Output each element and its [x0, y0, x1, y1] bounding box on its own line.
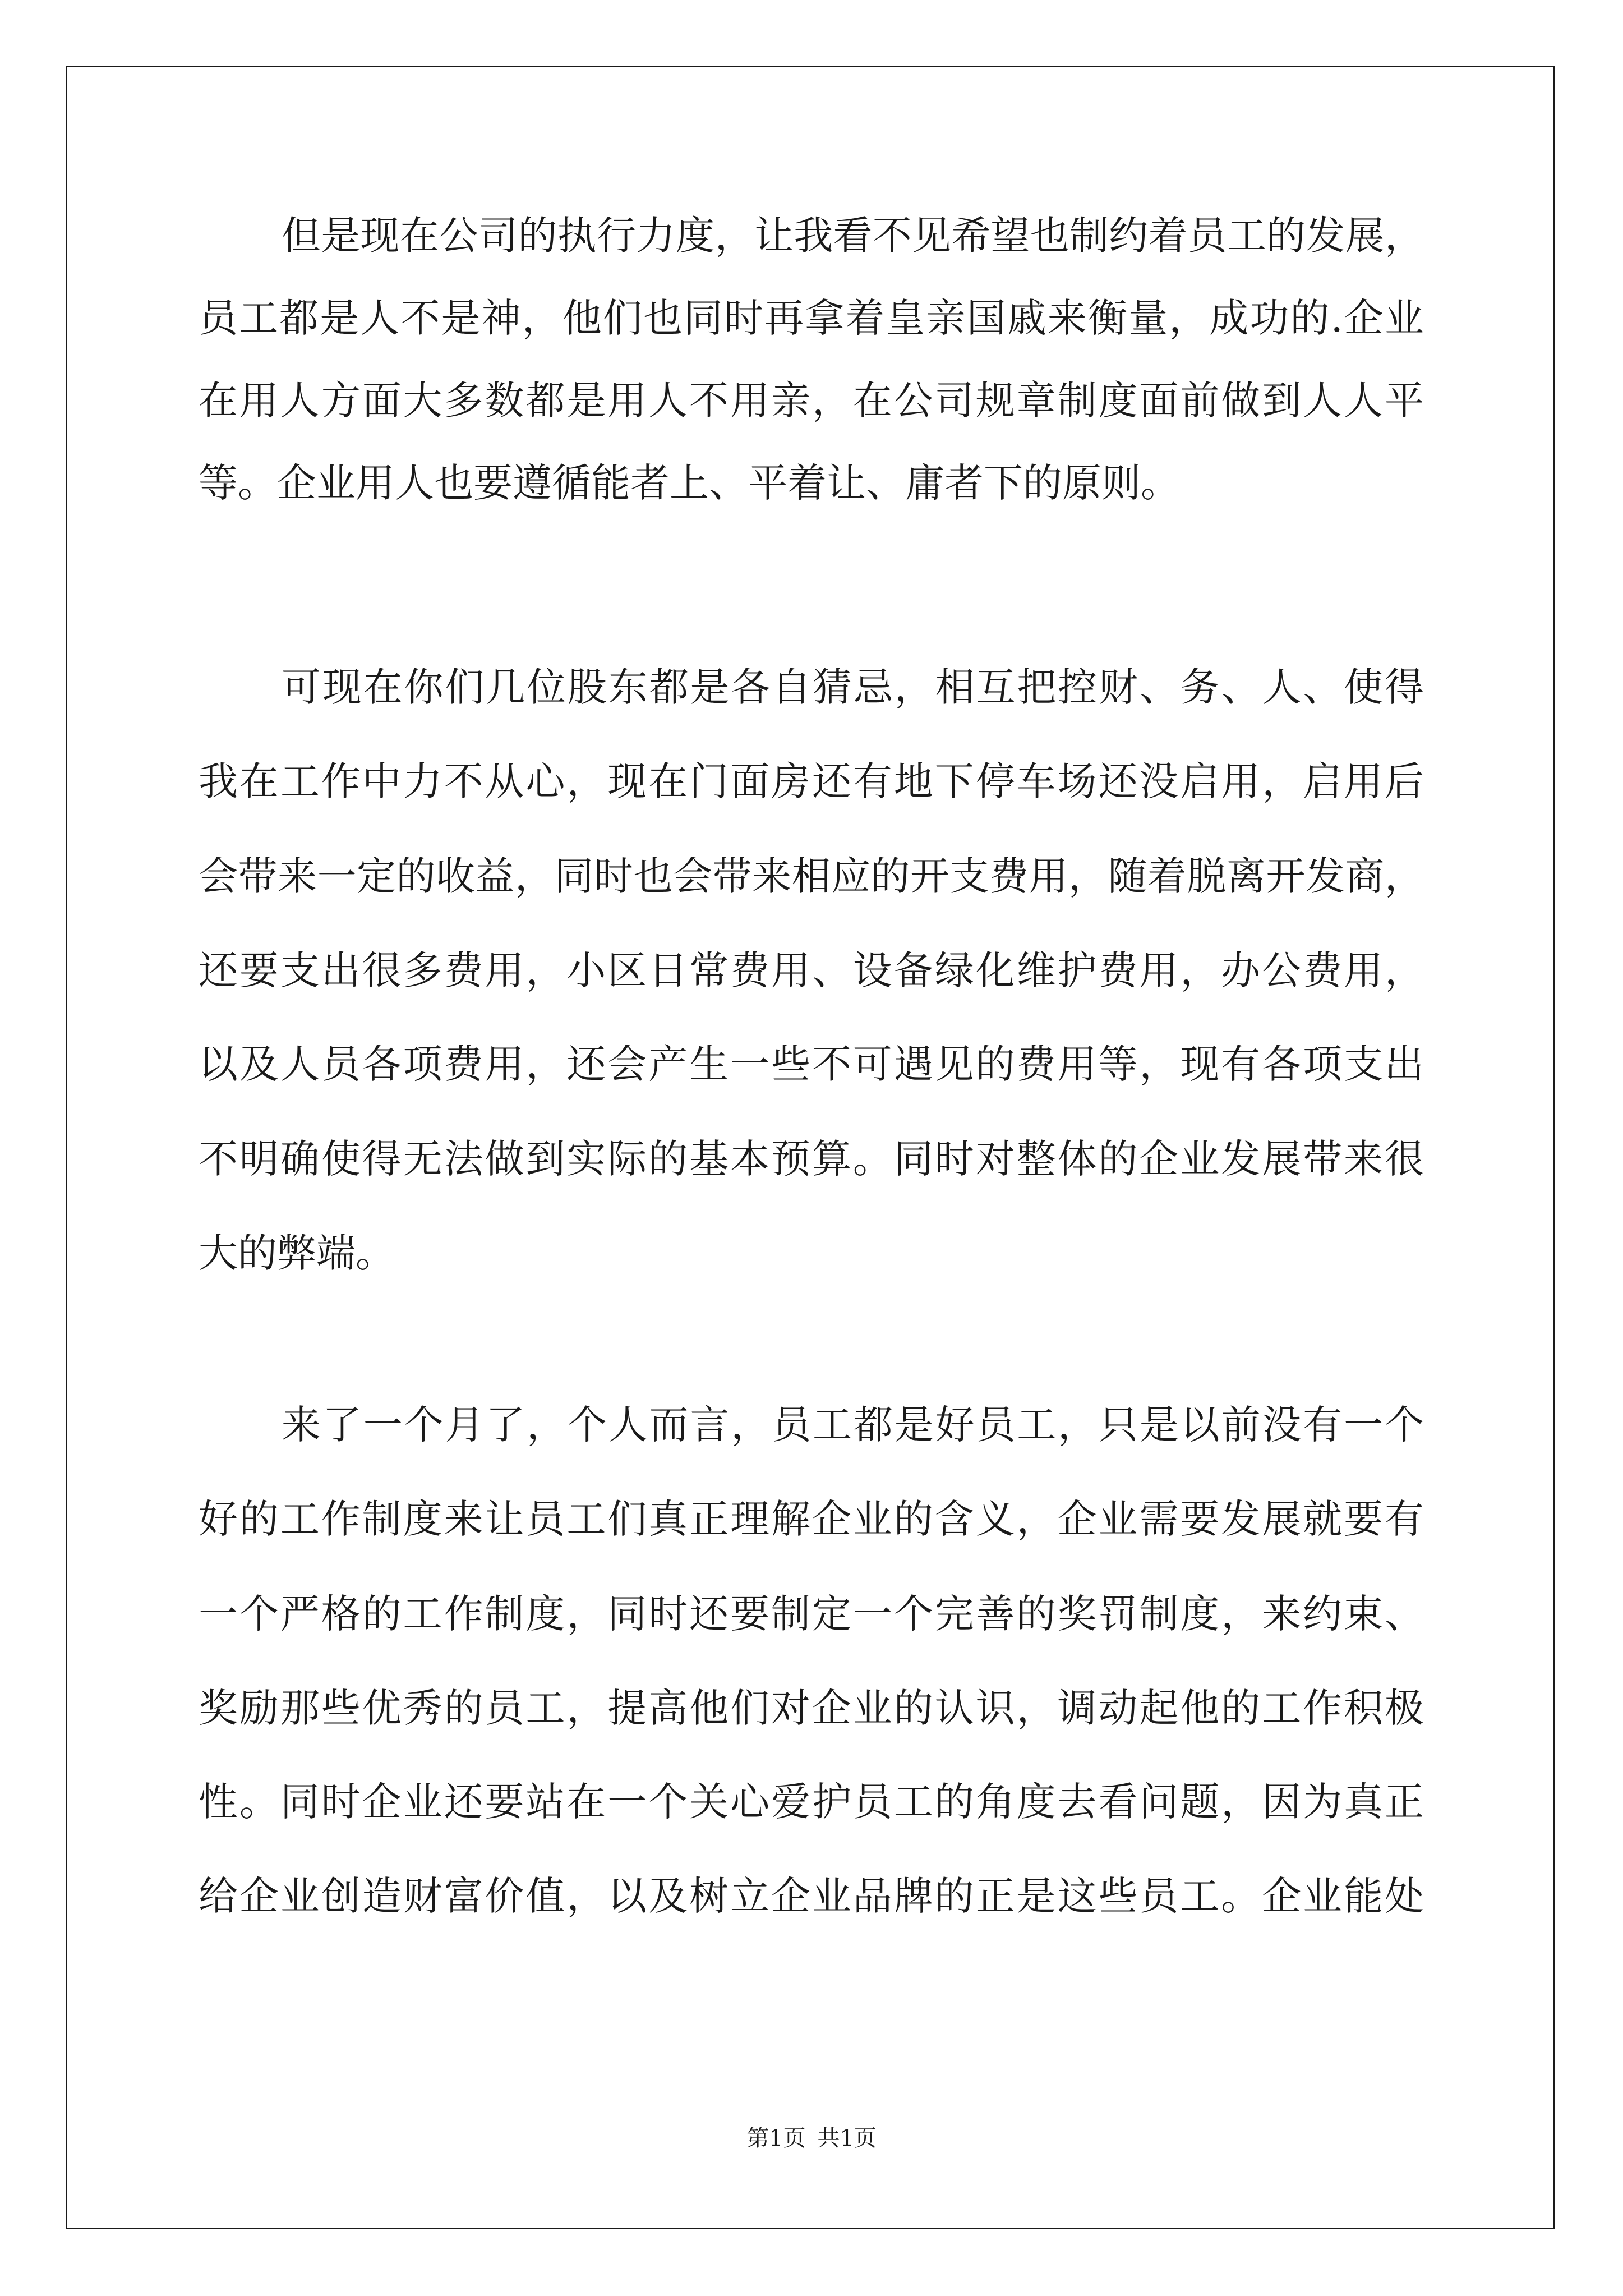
paragraph-3-line-1: 来了一个月了，个人而言，员工都是好员工，只是以前没有一个	[282, 1402, 1424, 1448]
page-number: 第1页	[746, 2125, 806, 2151]
paragraph-2-line-4: 还要支出很多费用，小区日常费用、设备绿化维护费用，办公费用，	[199, 947, 1424, 993]
page-footer	[0, 2120, 1623, 2152]
paragraph-1-line-4: 等。企业用人也要遵循能者上、平着让、庸者下的原则。	[199, 460, 1180, 506]
paragraph-2-line-5: 以及人员各项费用，还会产生一些不可遇见的费用等，现有各项支出	[199, 1041, 1424, 1087]
paragraph-2-line-6: 不明确使得无法做到实际的基本预算。同时对整体的企业发展带来很	[199, 1136, 1424, 1182]
paragraph-2-line-3: 会带来一定的收益，同时也会带来相应的开支费用，随着脱离开发商，	[199, 853, 1424, 899]
paragraph-3-line-5: 性。同时企业还要站在一个关心爱护员工的角度去看问题，因为真正	[199, 1779, 1424, 1825]
paragraph-1-line-3: 在用人方面大多数都是用人不用亲，在公司规章制度面前做到人人平	[199, 378, 1424, 424]
paragraph-1-line-2: 员工都是人不是神，他们也同时再拿着皇亲国戚来衡量，成功的.企业	[199, 295, 1424, 341]
paragraph-1-line-1: 但是现在公司的执行力度，让我看不见希望也制约着员工的发展，	[282, 213, 1424, 259]
page-total: 共1页	[817, 2125, 877, 2151]
paragraph-3-line-6: 给企业创造财富价值，以及树立企业品牌的正是这些员工。企业能处	[199, 1873, 1424, 1919]
paragraph-2-line-1: 可现在你们几位股东都是各自猜忌，相互把控财、务、人、使得	[282, 664, 1424, 710]
paragraph-3-line-4: 奖励那些优秀的员工，提高他们对企业的认识，调动起他的工作积极	[199, 1685, 1424, 1731]
paragraph-2-line-7: 大的弊端。	[199, 1230, 395, 1276]
paragraph-3-line-2: 好的工作制度来让员工们真正理解企业的含义，企业需要发展就要有	[199, 1496, 1424, 1542]
paragraph-2-line-2: 我在工作中力不从心，现在门面房还有地下停车场还没启用，启用后	[199, 758, 1424, 804]
paragraph-3-line-3: 一个严格的工作制度，同时还要制定一个完善的奖罚制度，来约束、	[199, 1591, 1424, 1637]
